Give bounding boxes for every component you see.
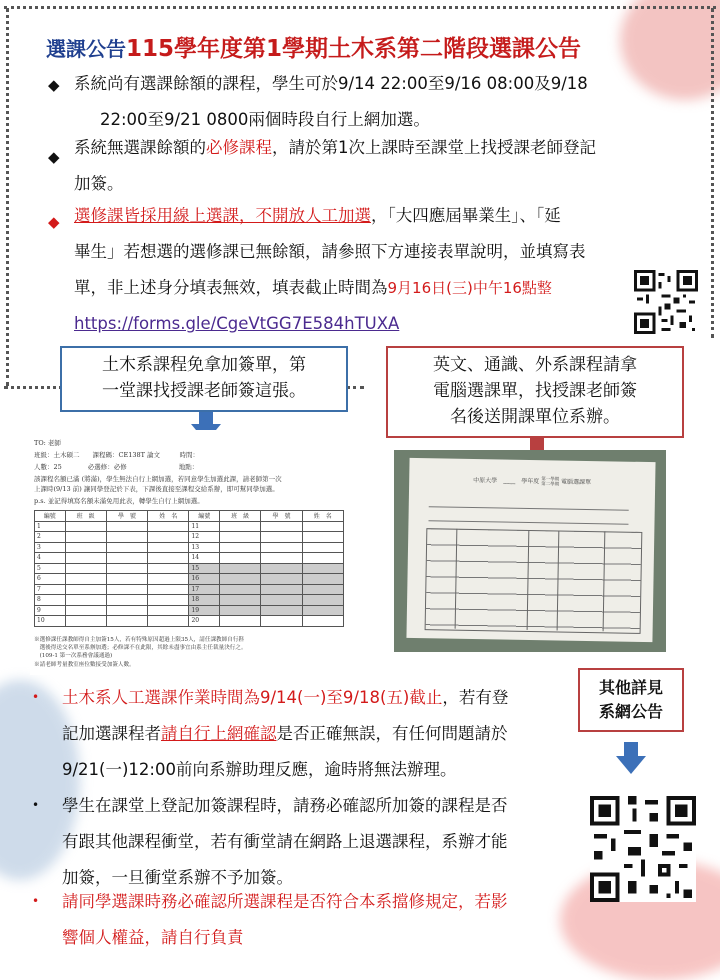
table-header: 班 級 [65, 511, 106, 522]
dot-bullet-icon: • [32, 690, 40, 704]
table-header: 學 號 [106, 511, 147, 522]
callout-civil-courses: 土木系課程免拿加簽單，第 一堂課找授課老師簽這張。 [60, 346, 348, 412]
table-row: 9 19 [35, 605, 344, 616]
callout-more-info: 其他詳見 系網公告 [578, 668, 684, 732]
table-row: 5 15 [35, 563, 344, 574]
title-main: 115學年度第1學期土木系第二階段選課公告 [126, 36, 582, 62]
table-header: 編號 [35, 511, 66, 522]
dot-bullet-icon: • [32, 798, 40, 812]
table-header: 學 號 [261, 511, 302, 522]
notice-item-4: 土木系人工選課作業時間為9/14(一)至9/18(五)截止，若有登 記加選課程者請自行上網確認是否正確無誤，有任何問題請於 9/21(一)12:00前向系辦助理反應，逾時將無法辦理。 [62, 688, 509, 779]
table-row: 4 14 [35, 553, 344, 564]
notice-item-1: 系統尚有選課餘額的課程，學生可於9/14 22:00至9/16 08:00及9/18 22:00至9/21 0800兩個時段自行上網加選。 [74, 74, 588, 129]
dotted-border-left [6, 8, 9, 386]
diamond-bullet-icon: ◆ [48, 148, 60, 166]
diamond-bullet-icon: ◆ [48, 213, 60, 231]
dotted-border-top [4, 6, 716, 9]
course-form-photo [394, 450, 666, 652]
notice-item-5: 學生在課堂上登記加簽課程時，請務必確認所加簽的課程是否 有跟其他課程衝堂，若有衝堂請在網路上退選課程，系辦才能 加簽，一旦衝堂系辦不予加簽。 [62, 796, 508, 887]
table-row: 1 11 [35, 521, 344, 532]
table-header: 編號 [189, 511, 220, 522]
callout-other-courses: 英文、通識、外系課程請拿 電腦選課單，找授課老師簽 名後送開課單位系辦。 [386, 346, 684, 438]
add-signature-form: TO: 老師 班級：土木碩二 課程碼：CE138T 論文 時間： 人數：25 必選修：必修 地點： 該課程名額已滿 (將滿)，學生無法自行上網加選，若同意學生加選此課，請老師第一次 上課時(9/13 前) 讓同學登記於下表，下課後直接至課程交給系辦，即可幫同學加選。 p.s. 並記得填寫名額未滿免用此表，轉學生自行上網加選。 編號 班 級 學 號 姓 名 編號 班 級 學 號 姓 名 1 11 2 12 3 13 4 14 5 15 6 16 7 17 8 18 9 19 10 20 ※選修課任課教師得自主加簽15人，若有特殊原因超過上限35人，請任課教師自行斟 選後得送交名單至系辦加選；必修課不在此限，其餘未盡事宜由系主任裁量決行之。 (109-1 第一次系務會議通過) ※請老師考量教室座位數接受加簽人數。 [30, 430, 360, 675]
dotted-border-right [711, 8, 714, 338]
watercolor-splash-top-right [620, 0, 720, 100]
qr-code-department [590, 796, 696, 902]
notice-item-2: 系統無選課餘額的必修課程，請於第1次上課時至課堂上找授課老師登記 加簽。 [74, 138, 596, 193]
table-row: 7 17 [35, 584, 344, 595]
table-row: 8 18 [35, 595, 344, 606]
table-row: 6 16 [35, 574, 344, 585]
table-row: 10 20 [35, 616, 344, 627]
table-row: 2 12 [35, 532, 344, 543]
page-title [46, 30, 581, 63]
table-row: 3 13 [35, 542, 344, 553]
signup-table [34, 510, 344, 627]
qr-code-form [634, 270, 698, 334]
form-link[interactable]: https://forms.gle/CgeVtGG7E584hTUXA [74, 314, 400, 333]
notice-item-3: 選修課皆採用線上選課，不開放人工加選，「大四應屆畢業生」、「延 畢生」若想選的選修課已無餘額，請參照下方連接表單說明，並填寫表 單，非上述身分填表無效，填表截止時間為9月16日(三)中午16點整 https://forms.gle/CgeVtGG7E584hTUXA [74, 206, 586, 333]
diamond-bullet-icon: ◆ [48, 76, 60, 94]
photo-sheet: 中原大學 ____ 學年度 第一學期 第二學期 電腦選課單 [406, 458, 655, 642]
arrow-down-icon [618, 742, 644, 774]
title-tag: 選課公告 [46, 37, 126, 61]
table-header: 姓 名 [302, 511, 343, 522]
dot-bullet-icon: • [32, 894, 40, 908]
notice-item-6: 請同學選課時務必確認所選課程是否符合本系擋修規定，若影 響個人權益，請自行負責 [62, 892, 508, 947]
table-header: 姓 名 [148, 511, 189, 522]
table-header: 班 級 [220, 511, 261, 522]
